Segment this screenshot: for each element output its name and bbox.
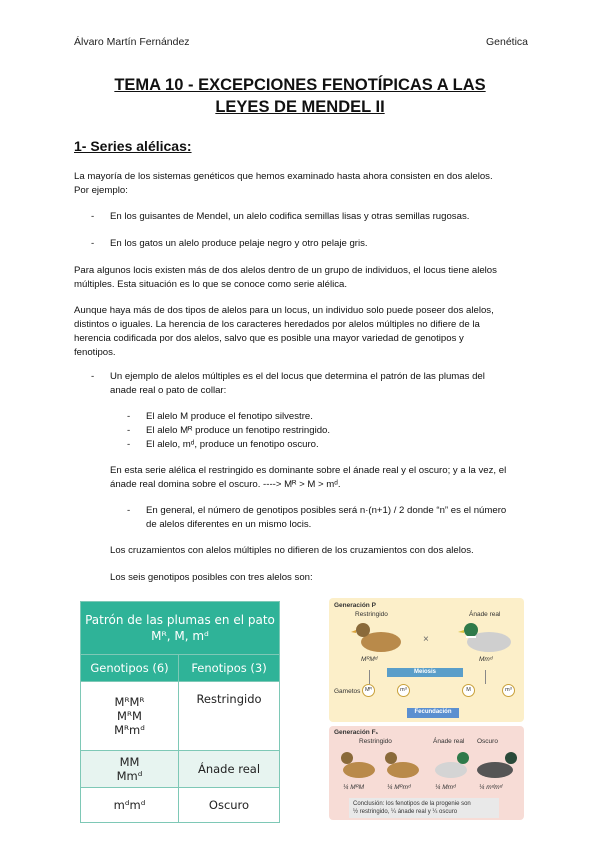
genotype: Mᴿmᵈ xyxy=(114,723,145,737)
duck-cross-figure xyxy=(329,598,524,824)
table-row xyxy=(81,682,280,751)
parent-right-phenotype: Ánade real xyxy=(469,611,501,618)
table-row xyxy=(81,751,280,788)
conclusion-line-2: ½ restringido, ¼ ánade real y ¼ oscuro xyxy=(353,809,458,815)
author-name: Álvaro Martín Fernández xyxy=(74,36,190,48)
f1-dark-label: Oscuro xyxy=(477,738,498,745)
genotype-cell: mᵈmᵈ xyxy=(81,788,179,823)
f1-ducks-icon xyxy=(335,748,521,782)
document-title xyxy=(60,74,540,118)
title-line-1: TEMA 10 - EXCEPCIONES FENOTÍPICAS A LAS xyxy=(114,76,486,94)
fertilization-band: Fecundación xyxy=(407,708,459,718)
sub-bullet-text: El alelo M produce el fenotipo silvestre. xyxy=(146,411,313,422)
bullet-dash: - xyxy=(127,425,131,436)
gametes-label: Gametos xyxy=(334,688,361,695)
bullet-text: En los gatos un alelo produce pelaje negro y otro pelaje gris. xyxy=(110,238,368,249)
conclusion-box xyxy=(349,798,499,818)
parent-left-genotype: MᴿMᵈ xyxy=(361,656,378,663)
bullet-dash: - xyxy=(127,411,131,422)
table-row xyxy=(81,788,280,823)
paragraph-line: Para algunos locis existen más de dos alelos dentro de un grupo de individuos, el locus tiene alelos xyxy=(74,265,497,276)
generation-f1-label: Generación F₁ xyxy=(334,729,379,736)
sub-bullet-text: El alelo, mᵈ, produce un fenotipo oscuro. xyxy=(146,439,319,450)
paragraph-line: La mayoría de los sistemas genéticos que hemos examinado hasta ahora consisten en dos alelos. xyxy=(74,171,493,182)
bullet-dash: - xyxy=(127,439,131,450)
subject-name: Genética xyxy=(485,36,528,48)
table-title-line-2: Mᴿ, M, mᵈ xyxy=(151,629,209,643)
paragraph-line: múltiples. Esta situación es lo que se conoce como serie alélica. xyxy=(74,279,348,290)
sub-bullet-text: El alelo Mᴿ produce un fenotipo restringido. xyxy=(146,425,331,436)
genotype: Mmᵈ xyxy=(116,769,143,783)
table-title-line-1: Patrón de las plumas en el pato xyxy=(85,613,275,627)
paragraph-line: ánade real domina sobre el oscuro. ----> Mᴿ > M > mᵈ. xyxy=(110,479,341,490)
bullet-dash: - xyxy=(91,211,95,222)
genotype: MᴿMᴿ xyxy=(114,695,145,709)
parent-right-genotype: Mmᵈ xyxy=(479,656,493,663)
paragraph-line: fenotipos. xyxy=(74,347,116,358)
paragraph-line: distintos o iguales. La herencia de los caracteres heredados por alelos múltiples no difiere de la xyxy=(74,319,480,330)
paragraph-line: herencia codificada por dos alelos, salvo que es posible una mayor variedad de genotipos y xyxy=(74,333,464,344)
bullet-dash: - xyxy=(127,505,131,516)
title-line-2: LEYES DE MENDEL II xyxy=(215,98,385,116)
duck-mallard-icon xyxy=(457,618,517,654)
genotype-cell xyxy=(81,682,179,751)
connector-line xyxy=(369,670,370,684)
gamete-circle: mᵈ xyxy=(397,684,410,697)
f1-genotype: ¼ MᴿM xyxy=(343,784,365,791)
sub-bullet-text: de alelos diferentes en un mismo locis. xyxy=(146,519,312,530)
gamete-circle: Mᴿ xyxy=(362,684,375,697)
bullet-dash: - xyxy=(91,238,95,249)
f1-restricted-label: Restringido xyxy=(359,738,392,745)
section-heading: 1- Series alélicas: xyxy=(74,138,192,154)
connector-line xyxy=(485,670,486,684)
cross-symbol: × xyxy=(423,634,429,645)
genotype-cell xyxy=(81,751,179,788)
bullet-text: anade real o pato de collar: xyxy=(110,385,227,396)
genotype: MᴿM xyxy=(117,709,142,723)
genotype-table xyxy=(80,601,280,823)
meiosis-band: Meiosis xyxy=(387,668,463,677)
paragraph-line: Los cruzamientos con alelos múltiples no difieren de los cruzamientos con dos alelos. xyxy=(110,545,474,556)
bullet-text: En los guisantes de Mendel, un alelo codifica semillas lisas y otras semillas rugosas. xyxy=(110,211,470,222)
table-title xyxy=(81,602,280,655)
paragraph-line: En esta serie alélica el restringido es dominante sobre el ánade real y el oscuro; y a la vez, el xyxy=(110,465,507,476)
conclusion-line-1: Conclusión: los fenotipos de la progenie son xyxy=(353,801,471,807)
phenotype-cell: Restringido xyxy=(179,682,280,751)
paragraph-line: Aunque haya más de dos tipos de alelos para un locus, un individuo solo puede poseer dos alelos, xyxy=(74,305,494,316)
phenotype-cell: Oscuro xyxy=(179,788,280,823)
bullet-dash: - xyxy=(91,371,95,382)
column-header-genotypes: Genotipos (6) xyxy=(81,655,179,682)
sub-bullet-text: En general, el número de genotipos posibles será n·(n+1) / 2 donde “n” es el número xyxy=(146,505,507,516)
generation-p-label: Generación P xyxy=(334,602,376,609)
paragraph-line: Los seis genotipos posibles con tres alelos son: xyxy=(110,572,313,583)
gamete-circle: M xyxy=(462,684,475,697)
paragraph-line: Por ejemplo: xyxy=(74,185,128,196)
genotype: MM xyxy=(119,755,140,769)
f1-mallard-label: Ánade real xyxy=(433,738,465,745)
parent-left-phenotype: Restringido xyxy=(355,611,388,618)
f1-genotype: ¼ Mmᵈ xyxy=(435,784,456,791)
bullet-text: Un ejemplo de alelos múltiples es el del locus que determina el patrón de las plumas del xyxy=(110,371,485,382)
f1-genotype: ¼ mᵈmᵈ xyxy=(479,784,503,791)
phenotype-cell: Ánade real xyxy=(179,751,280,788)
gamete-circle: mᵈ xyxy=(502,684,515,697)
column-header-phenotypes: Fenotipos (3) xyxy=(179,655,280,682)
duck-restricted-icon xyxy=(351,618,407,654)
f1-genotype: ¼ Mᴿmᵈ xyxy=(387,784,411,791)
